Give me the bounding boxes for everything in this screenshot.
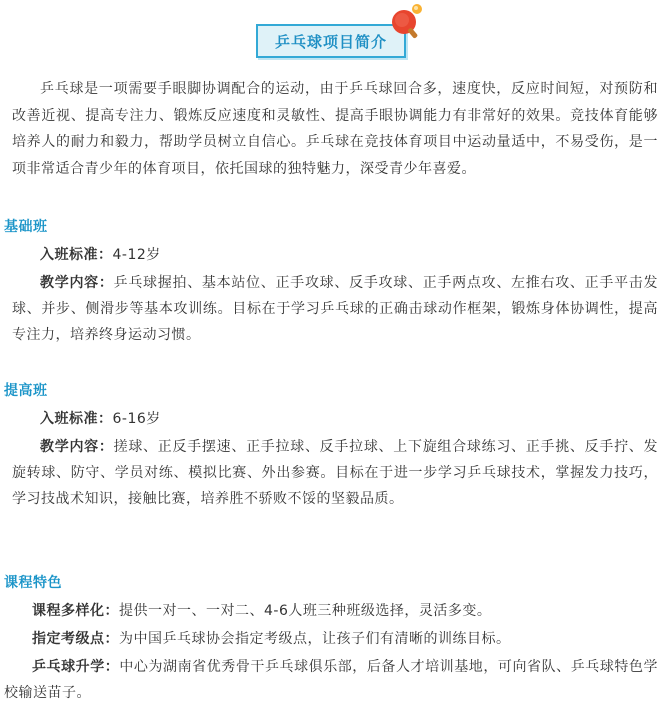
basic-age-value: 4-12岁 <box>112 247 161 263</box>
feature-value: 中心为湖南省优秀骨干乒乓球俱乐部，后备人才培训基地，可向省队、乒乓球特色学校输送苗子。 <box>4 659 659 701</box>
page-title-banner <box>252 14 420 60</box>
basic-content-line <box>12 270 658 348</box>
basic-age-line <box>12 242 658 268</box>
feature-label: 乒乓球升学： <box>32 659 120 675</box>
basic-content-value: 乒乓球握拍、基本站位、正手攻球、反手攻球、正手两点攻、左推右攻、正手平击发球、并步、侧滑步等基本攻训练。目标在于学习乒乓球的正确击球动作框架，锻炼身体协调性，提高专注力，培养终身运动习惯。 <box>12 275 659 343</box>
page-title: 乒乓球项目简介 <box>274 32 387 51</box>
basic-class-section <box>12 242 658 348</box>
advanced-content-label: 教学内容： <box>40 439 114 455</box>
advanced-content-value: 搓球、正反手摆速、正手拉球、反手拉球、上下旋组合球练习、正手挑、反手拧、发旋转球、防守、学员对练、模拟比赛、外出参赛。目标在于进一步学习乒乓球技术，掌握发力技巧，学习技战术知识，接触比赛，培养胜不骄败不馁的坚毅品质。 <box>12 439 659 507</box>
feature-item <box>4 598 658 624</box>
basic-content-label: 教学内容： <box>40 275 114 291</box>
advanced-age-value: 6-16岁 <box>112 411 161 427</box>
feature-label: 课程多样化： <box>32 603 119 619</box>
advanced-content-line <box>12 434 658 512</box>
section-title-basic: 基础班 <box>4 219 48 235</box>
feature-item <box>4 626 658 652</box>
feature-label: 指定考级点： <box>32 631 119 647</box>
features-section <box>4 598 658 706</box>
ping-pong-paddle-icon <box>386 0 426 40</box>
advanced-class-section <box>12 406 658 512</box>
basic-age-label: 入班标准： <box>40 247 113 263</box>
section-title-features: 课程特色 <box>4 575 62 591</box>
intro-paragraph: 乒乓球是一项需要手眼脚协调配合的运动，由于乒乓球回合多，速度快，反应时间短，对预防和改善近视、提高专注力、锻炼反应速度和灵敏性、提高手眼协调能力有非常好的效果。竞技体育能够培养人的耐力和毅力，帮助学员树立自信心。乒乓球在竞技体育项目中运动量适中，不易受伤，是一项非常适合青少年的体育项目，依托国球的独特魅力，深受青少年喜爱。 <box>12 81 658 177</box>
feature-value: 为中国乒乓球协会指定考级点，让孩子们有清晰的训练目标。 <box>119 631 511 647</box>
advanced-age-line <box>12 406 658 432</box>
feature-item <box>4 654 658 706</box>
page-title-box <box>256 24 406 58</box>
advanced-age-label: 入班标准： <box>40 411 113 427</box>
section-title-advanced: 提高班 <box>4 383 48 399</box>
feature-value: 提供一对一、一对二、4-6人班三种班级选择，灵活多变。 <box>119 603 492 619</box>
